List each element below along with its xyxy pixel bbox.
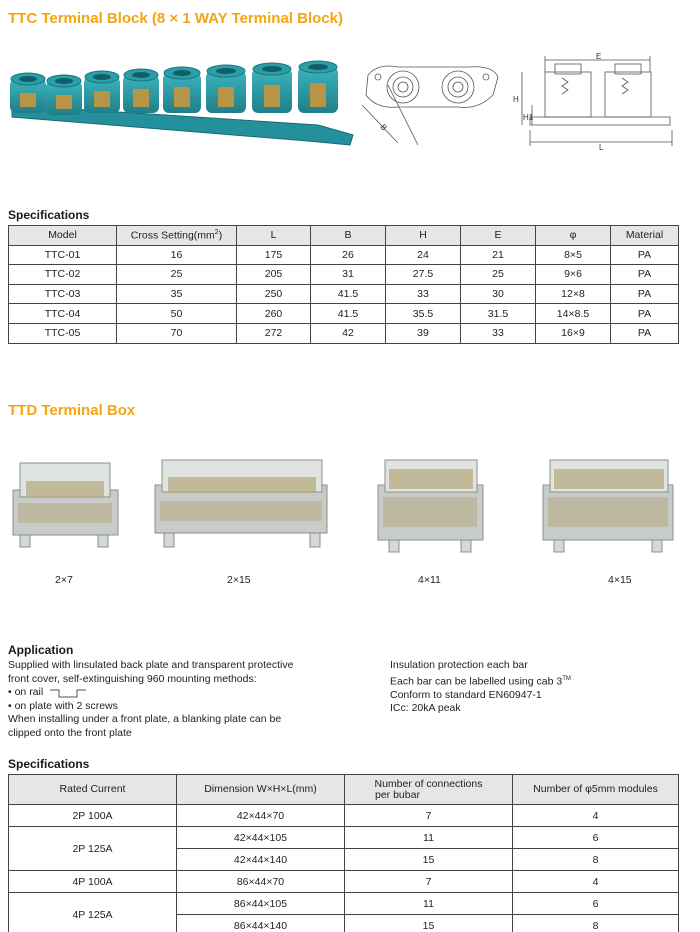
- table-cell: PA: [611, 245, 679, 265]
- table-cell: 11: [345, 893, 513, 915]
- table-cell: 14×8.5: [536, 304, 611, 324]
- table-cell: PA: [611, 265, 679, 285]
- table-cell: 42: [311, 323, 386, 343]
- table-cell: 175: [237, 245, 311, 265]
- table-cell: 42×44×140: [177, 849, 345, 871]
- ttd-header-connections: [345, 775, 513, 805]
- dim-label-h1: H1: [523, 113, 534, 122]
- application-left-block: [8, 659, 348, 741]
- application-bullet-text: • on rail: [8, 686, 44, 699]
- table-cell: 272: [237, 323, 311, 343]
- table-cell: TTC-02: [9, 265, 117, 285]
- dim-label-l: L: [599, 143, 604, 152]
- table-cell: 50: [117, 304, 237, 324]
- table-cell: 31: [311, 265, 386, 285]
- ttc-header-h: H: [386, 226, 461, 246]
- ttd-spec-table: [8, 774, 679, 932]
- table-cell: 8×5: [536, 245, 611, 265]
- table-row: [9, 827, 679, 849]
- ttd-spec-header-row: [9, 775, 679, 805]
- dim-label-e: E: [596, 52, 602, 61]
- application-bullet-rail: [8, 686, 348, 700]
- ttc-spec-title: Specifications: [8, 208, 90, 222]
- table-cell: PA: [611, 284, 679, 304]
- table-cell: TTC-05: [9, 323, 117, 343]
- dim-label-h: H: [513, 95, 519, 104]
- application-bullet-plate: • on plate with 2 screws: [8, 699, 118, 712]
- table-cell: 86×44×140: [177, 915, 345, 932]
- table-row: [9, 871, 679, 893]
- table-cell: 35: [117, 284, 237, 304]
- ttc-header-l: L: [237, 226, 311, 246]
- table-row: [9, 284, 679, 304]
- table-cell: 30: [461, 284, 536, 304]
- table-cell: 12×8: [536, 284, 611, 304]
- ttd-4x11-image: [373, 455, 488, 560]
- table-cell: 41.5: [311, 284, 386, 304]
- application-line: [390, 673, 680, 689]
- table-cell: 15: [345, 849, 513, 871]
- table-cell: 25: [117, 265, 237, 285]
- ttc-top-view-drawing: [358, 55, 508, 155]
- application-line: front cover, self-extinguishing 960 mounting methods:: [8, 672, 257, 685]
- table-cell: 7: [345, 805, 513, 827]
- table-cell: 26: [311, 245, 386, 265]
- table-row: [9, 893, 679, 915]
- ttd-caption-4x15: 4×15: [608, 574, 632, 586]
- table-cell: 6: [513, 827, 679, 849]
- table-cell: 41.5: [311, 304, 386, 324]
- ttd-2x15-image: [150, 455, 335, 560]
- ttc-header-cross-setting: [117, 226, 237, 246]
- table-cell: 16×9: [536, 323, 611, 343]
- table-cell: 33: [461, 323, 536, 343]
- table-cell: 16: [117, 245, 237, 265]
- table-cell: 27.5: [386, 265, 461, 285]
- table-cell: 4: [513, 871, 679, 893]
- ttc-header-phi: φ: [536, 226, 611, 246]
- ttc-side-view-drawing: [510, 50, 690, 155]
- table-cell: 39: [386, 323, 461, 343]
- table-cell: 6: [513, 893, 679, 915]
- table-cell: TTC-04: [9, 304, 117, 324]
- table-row: [9, 245, 679, 265]
- table-cell: 25: [461, 265, 536, 285]
- ttd-4x15-image: [538, 455, 678, 560]
- table-cell: 15: [345, 915, 513, 932]
- application-line: Supplied with linsulated back plate and transparent protective: [8, 659, 294, 671]
- table-cell: 8: [513, 915, 679, 932]
- ttc-title: TTC Terminal Block (8 × 1 WAY Terminal Block): [8, 10, 343, 27]
- table-cell: 2P 125A: [9, 827, 177, 871]
- table-cell: 205: [237, 265, 311, 285]
- table-cell: 4P 100A: [9, 871, 177, 893]
- ttd-caption-2x7: 2×7: [55, 574, 73, 586]
- ttd-header-dimension: Dimension W×H×L(mm): [177, 775, 345, 805]
- application-line-text: Each bar can be labelled using cab 3: [390, 675, 563, 688]
- table-cell: TTC-01: [9, 245, 117, 265]
- table-cell: 7: [345, 871, 513, 893]
- ttc-header-material: Material: [611, 226, 679, 246]
- ttd-header-modules: Number of φ5mm modules: [513, 775, 679, 805]
- application-line: Conform to standard EN60947-1: [390, 688, 542, 701]
- ttd-caption-2x15: 2×15: [227, 574, 251, 586]
- dim-label-b: B: [378, 122, 389, 133]
- table-cell: 70: [117, 323, 237, 343]
- table-cell: TTC-03: [9, 284, 117, 304]
- ttc-header-model: Model: [9, 226, 117, 246]
- table-cell: 250: [237, 284, 311, 304]
- ttc-header-cross-text: Cross Setting(mm: [130, 229, 215, 242]
- ttd-header-rated-current: Rated Current: [9, 775, 177, 805]
- ttc-header-e: E: [461, 226, 536, 246]
- application-title: Application: [8, 643, 74, 657]
- table-cell: 42×44×105: [177, 827, 345, 849]
- table-cell: 42×44×70: [177, 805, 345, 827]
- table-cell: 9×6: [536, 265, 611, 285]
- table-cell: 86×44×70: [177, 871, 345, 893]
- ttc-header-b: B: [311, 226, 386, 246]
- application-line: clipped onto the front plate: [8, 726, 132, 739]
- table-cell: 35.5: [386, 304, 461, 324]
- ttc-header-cross-sup: 2: [214, 229, 219, 237]
- ttd-caption-4x11: 4×11: [418, 574, 441, 586]
- trademark-sup: TM: [562, 675, 571, 682]
- table-cell: 24: [386, 245, 461, 265]
- application-line: ICc: 20kA peak: [390, 702, 461, 715]
- table-cell: 21: [461, 245, 536, 265]
- table-cell: 11: [345, 827, 513, 849]
- ttc-spec-header-row: [9, 226, 679, 246]
- ttc-spec-table: [8, 225, 679, 344]
- application-line: When installing under a front plate, a blanking plate can be: [8, 713, 282, 726]
- ttd-2x7-image: [8, 455, 123, 560]
- table-row: [9, 265, 679, 285]
- table-row: [9, 323, 679, 343]
- table-cell: PA: [611, 304, 679, 324]
- ttd-header-connections-line2: per bubar: [375, 788, 420, 801]
- table-cell: 86×44×105: [177, 893, 345, 915]
- table-cell: 31.5: [461, 304, 536, 324]
- ttc-terminal-block-image: [8, 55, 358, 150]
- table-cell: 2P 100A: [9, 805, 177, 827]
- application-right-block: [390, 659, 680, 716]
- table-cell: PA: [611, 323, 679, 343]
- application-line: Insulation protection each bar: [390, 659, 528, 671]
- table-cell: 4: [513, 805, 679, 827]
- ttd-header-connections-line1: Number of connections: [374, 777, 483, 790]
- ttc-header-cross-close: ): [218, 229, 223, 242]
- table-cell: 260: [237, 304, 311, 324]
- table-row: [9, 304, 679, 324]
- ttd-title: TTD Terminal Box: [8, 402, 136, 419]
- din-rail-icon: [49, 687, 87, 699]
- table-cell: 8: [513, 849, 679, 871]
- table-row: [9, 805, 679, 827]
- ttd-spec-title: Specifications: [8, 757, 90, 771]
- table-cell: 4P 125A: [9, 893, 177, 932]
- table-cell: 33: [386, 284, 461, 304]
